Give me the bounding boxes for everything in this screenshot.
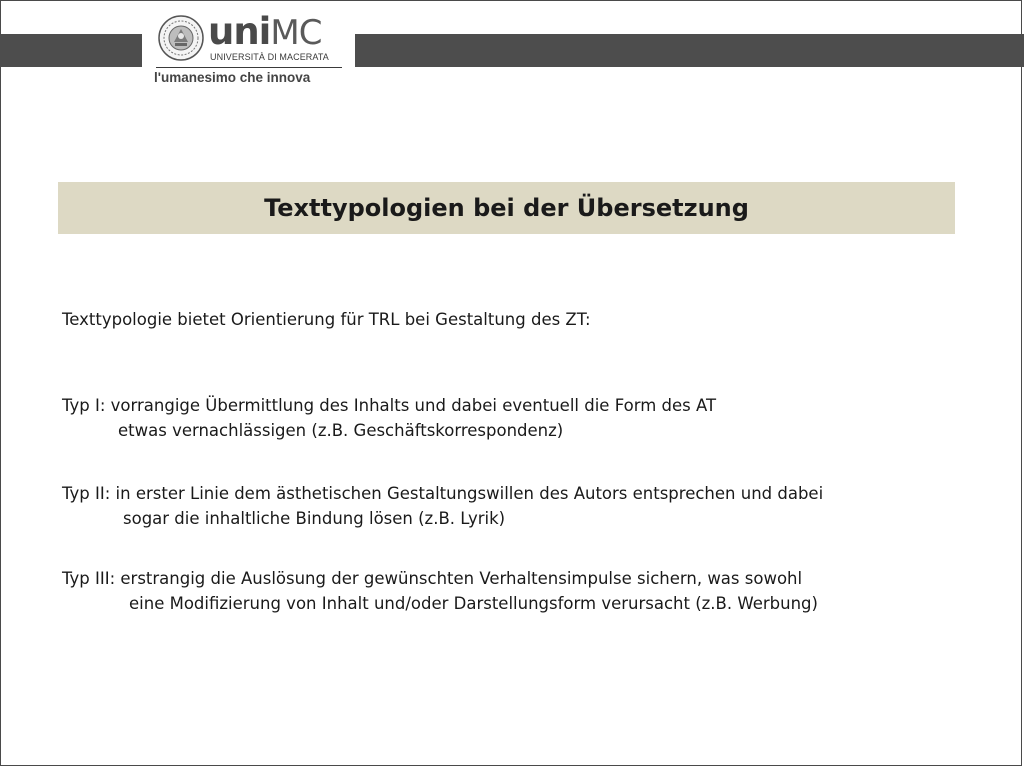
intro-text: Texttypologie bietet Orientierung für TRL bei Gestaltung des ZT: xyxy=(62,310,591,329)
brand-uni: uni xyxy=(208,10,271,53)
logo-divider xyxy=(156,67,342,68)
university-motto: l'umanesimo che innova xyxy=(154,70,311,85)
type-item-1 xyxy=(62,393,716,443)
type-1-line-2: etwas vernachlässigen (z.B. Geschäftskorrespondenz) xyxy=(118,421,564,440)
type-2-line-2: sogar die inhaltliche Bindung lösen (z.B. Lyrik) xyxy=(123,509,506,528)
university-logo xyxy=(152,8,348,94)
type-2-line-1: Typ II: in erster Linie dem ästhetischen Gestaltungswillen des Autors entsprechen und dabei xyxy=(62,484,824,503)
type-3-line-2: eine Modifizierung von Inhalt und/oder Darstellungsform verursacht (z.B. Werbung) xyxy=(129,594,818,613)
intro-paragraph xyxy=(62,307,591,332)
header-bar-left xyxy=(0,34,142,67)
type-item-2 xyxy=(62,481,823,531)
type-1-line-1: Typ I: vorrangige Übermittlung des Inhalts und dabei eventuell die Form des AT xyxy=(62,396,717,415)
slide-title-box xyxy=(58,182,955,234)
header-bar-right xyxy=(355,34,1024,67)
university-name: UNIVERSITÀ DI MACERATA xyxy=(210,52,329,62)
university-seal-icon xyxy=(158,15,204,61)
brand-wordmark xyxy=(208,12,321,53)
type-item-3 xyxy=(62,566,818,616)
type-3-line-1: Typ III: erstrangig die Auslösung der gewünschten Verhaltensimpulse sichern, was sowohl xyxy=(62,569,803,588)
brand-mc: MC xyxy=(270,13,322,53)
slide-title: Texttypologien bei der Übersetzung xyxy=(264,194,749,222)
